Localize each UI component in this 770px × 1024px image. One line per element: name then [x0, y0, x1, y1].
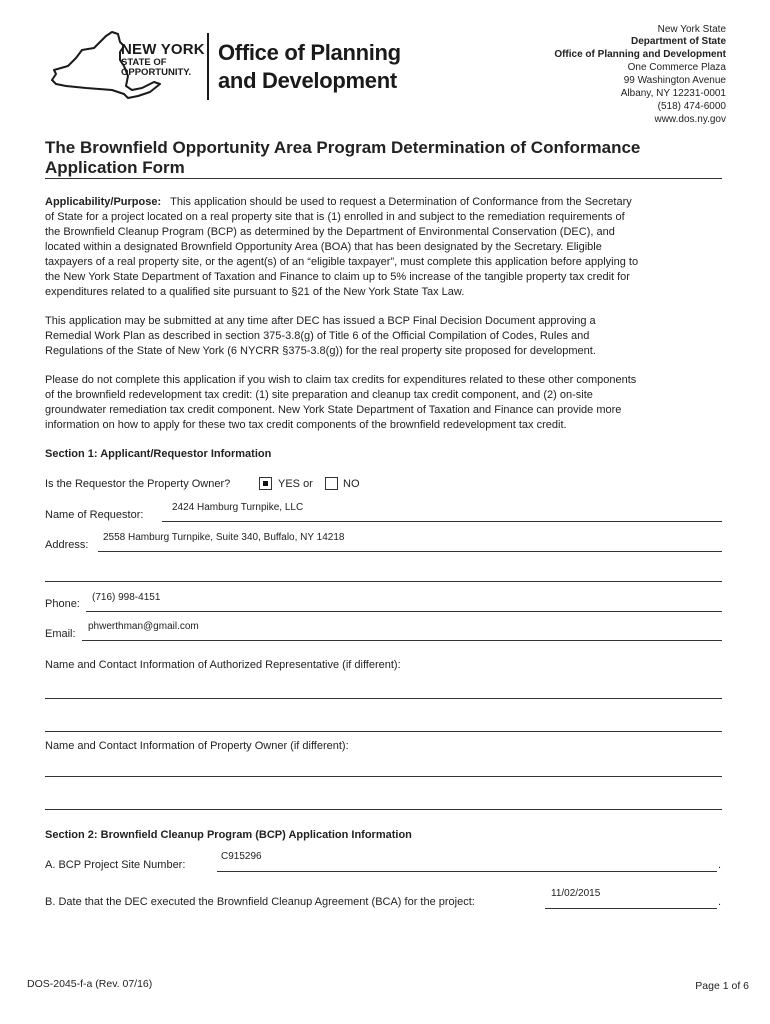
- representative-field-line1[interactable]: [45, 698, 722, 699]
- bca-date-value: 11/02/2015: [551, 888, 601, 899]
- address-line: New York State: [657, 24, 726, 35]
- phone-label: Phone:: [45, 598, 80, 610]
- email-field-value: phwerthman@gmail.com: [88, 621, 199, 632]
- title-line: The Brownfield Opportunity Area Program Determination of Conformance: [45, 138, 641, 157]
- exclusion-paragraph: Please do not complete this application if you wish to claim tax credits for expenditures related to these other components of the brownfield redevelopment tax credit: (1) site preparation and cleanup tax credit component, and (2) on-site groundwater remediation tax credit component. New York State Department of Taxation and Finance can provide more information on how to apply for these two tax credit components of the brownfield redevelopment tax credit.: [45, 374, 637, 431]
- title-underline: [45, 178, 722, 179]
- property-owner-field-line1[interactable]: [45, 776, 722, 777]
- purpose-paragraph: Applicability/Purpose: This application should be used to request a Determination of Conformance from the Secretary of State for a project located on a real property site that is (1) enrolled in and subject to the remediation requirements of the Brownfield Cleanup Program (BCP) as determined by the Department of Environmental Conservation (DEC), and located within a designated Brownfield Opportunity Area (BOA) that has been designated by the Secretary. Eligible taxpayers of a real property site, or the agent(s) of an “eligible taxpayer”, must complete this application before applying to the New York State Department of Taxation and Finance to claim up to 5% increase of the tangible property tax credit for expenditures related to a qualified site pursuant to §21 of the New York State Tax Law.: [45, 196, 639, 298]
- site-number-label: A. BCP Project Site Number:: [45, 859, 186, 871]
- period: .: [718, 859, 722, 871]
- no-checkbox[interactable]: [325, 477, 338, 490]
- owner-question: Is the Requestor the Property Owner?: [45, 478, 231, 490]
- no-label: NO: [343, 478, 360, 490]
- bca-date-field[interactable]: [545, 908, 717, 909]
- address-line: One Commerce Plaza: [627, 62, 726, 73]
- title-line: Application Form: [45, 158, 185, 177]
- address-field[interactable]: [98, 551, 722, 552]
- yes-checkbox[interactable]: [259, 477, 272, 490]
- office-title-line2: and Development: [218, 68, 397, 93]
- website-link[interactable]: www.dos.ny.gov: [654, 114, 726, 125]
- logo-divider: [207, 33, 209, 100]
- period: .: [718, 896, 722, 908]
- yes-label: YES or: [278, 478, 313, 490]
- email-field[interactable]: [82, 640, 722, 641]
- bca-date-label: B. Date that the DEC executed the Brownfield Cleanup Agreement (BCA) for the project:: [45, 896, 475, 908]
- address-line: Department of State: [630, 36, 726, 47]
- section1-heading: Section 1: Applicant/Requestor Information: [45, 448, 272, 460]
- document-title: [45, 138, 640, 178]
- name-label: Name of Requestor:: [45, 509, 144, 521]
- office-title-line1: Office of Planning: [218, 40, 401, 65]
- property-owner-field-line2[interactable]: [45, 809, 722, 810]
- logo-state-of: STATE OF: [121, 57, 167, 68]
- purpose-label: Applicability/Purpose:: [45, 196, 162, 208]
- name-field[interactable]: [162, 521, 722, 522]
- address-line: Office of Planning and Development: [554, 49, 726, 60]
- form-id: DOS-2045-f-a (Rev. 07/16): [27, 978, 153, 990]
- section2-heading: Section 2: Brownfield Cleanup Program (BCP) Application Information: [45, 829, 412, 841]
- address-field-value: 2558 Hamburg Turnpike, Suite 340, Buffalo, NY 14218: [103, 532, 345, 543]
- address-line: Albany, NY 12231-0001: [620, 88, 726, 99]
- phone-field-value: (716) 998-4151: [92, 592, 161, 603]
- email-label: Email:: [45, 628, 76, 640]
- logo-opportunity: OPPORTUNITY.: [121, 67, 192, 78]
- representative-label: Name and Contact Information of Authorized Representative (if different):: [45, 659, 401, 671]
- address-line: (518) 474-6000: [657, 101, 726, 112]
- representative-field-line2[interactable]: [45, 731, 722, 732]
- site-number-value: C915296: [221, 851, 262, 862]
- page-number: Page 1 of 6: [695, 980, 749, 992]
- name-field-value: 2424 Hamburg Turnpike, LLC: [172, 502, 304, 513]
- property-owner-label: Name and Contact Information of Property Owner (if different):: [45, 740, 349, 752]
- site-number-field[interactable]: [217, 871, 717, 872]
- submission-paragraph: This application may be submitted at any time after DEC has issued a BCP Final Decision Document approving a Remedial Work Plan as described in section 375-3.8(g) of Title 6 of the Official Compilation of Codes, Rules and Regulations of the State of New York (6 NYCRR §375-3.8(g)) for the real property site proposed for development.: [45, 315, 596, 357]
- address-line: 99 Washington Avenue: [623, 75, 726, 86]
- address-label: Address:: [45, 539, 89, 551]
- logo-new-york: NEW YORK: [121, 41, 205, 58]
- address-field-line2[interactable]: [45, 581, 722, 582]
- phone-field[interactable]: [86, 611, 722, 612]
